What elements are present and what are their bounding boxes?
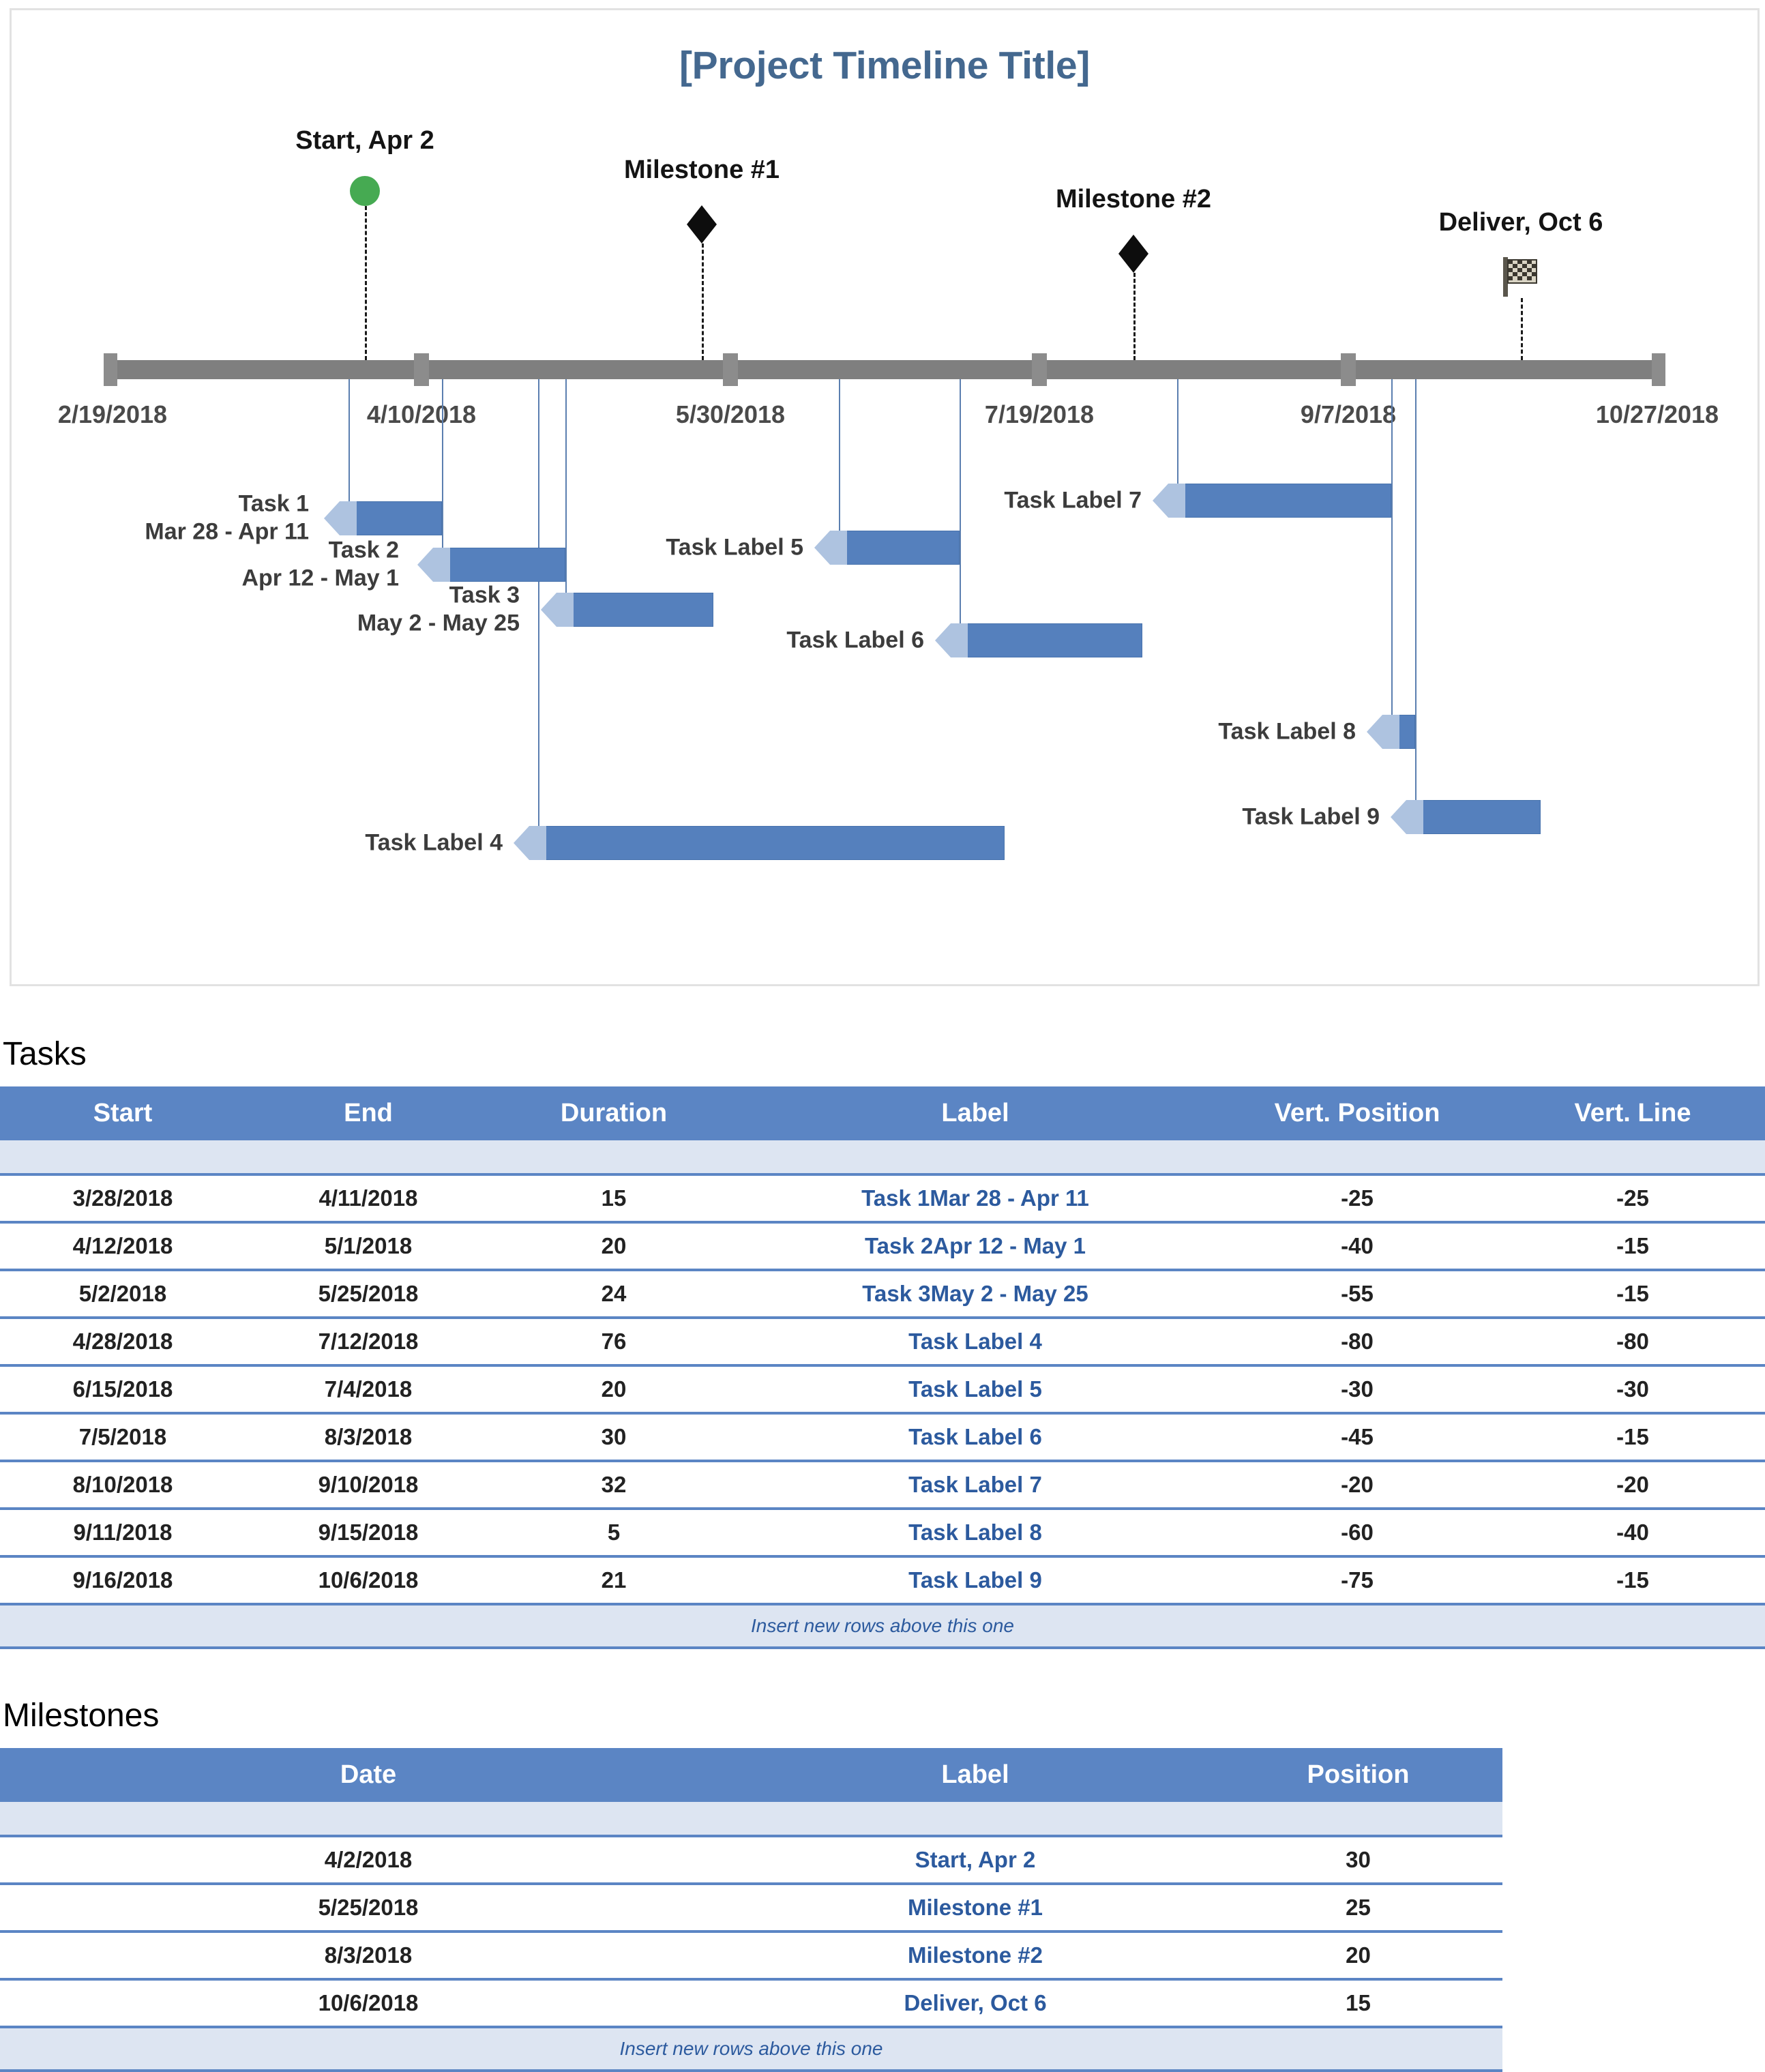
cell-vert-position[interactable]: -45 [1214, 1413, 1500, 1461]
task-bar-label-1-line1: Task 1 [238, 490, 309, 517]
task-bar-7[interactable] [1177, 484, 1391, 518]
cell-vert-position[interactable]: -80 [1214, 1318, 1500, 1365]
cell-date[interactable]: 10/6/2018 [0, 1979, 737, 2027]
cell-end[interactable]: 5/25/2018 [246, 1270, 491, 1318]
timeline-axis-bar [104, 360, 1665, 379]
tasks-col-duration[interactable]: Duration [491, 1086, 737, 1140]
table-row[interactable] [0, 1365, 1765, 1413]
axis-label-3: 7/19/2018 [984, 400, 1095, 428]
cell-end[interactable]: 9/15/2018 [246, 1509, 491, 1556]
cell-date[interactable]: 5/25/2018 [0, 1884, 737, 1932]
task-bar-tip-4 [514, 826, 546, 860]
task-bar-label-8-line1: Task Label 8 [1218, 718, 1356, 745]
milestone-diamond-icon-1 [687, 205, 717, 243]
axis-label-5: 10/27/2018 [1595, 400, 1719, 428]
task-bar-label-4 [365, 829, 503, 857]
cell-vert-line[interactable]: -80 [1500, 1318, 1765, 1365]
cell-vert-line[interactable]: -30 [1500, 1365, 1765, 1413]
milestone-label-start-apr-2: Start, Apr 2 [295, 126, 434, 155]
milestones-col-position[interactable]: Position [1214, 1748, 1502, 1802]
task-bar-tip-8 [1367, 715, 1399, 749]
task-bar-5[interactable] [839, 531, 960, 565]
connector-line-task-9 [1415, 379, 1417, 800]
connector-line-task-8 [1391, 379, 1393, 715]
milestone-stem-1 [365, 206, 367, 360]
task-bar-label-9 [1242, 803, 1380, 831]
cell-vert-position[interactable]: -20 [1214, 1461, 1500, 1509]
cell-position[interactable]: 25 [1214, 1884, 1502, 1932]
cell-vert-line[interactable]: -40 [1500, 1509, 1765, 1556]
task-bar-label-1-line2: Mar 28 - Apr 11 [145, 519, 309, 545]
milestone-label-milestone-2: Milestone #2 [1055, 185, 1212, 213]
cell-duration[interactable]: 15 [491, 1174, 737, 1222]
cell-vert-line[interactable]: -15 [1500, 1270, 1765, 1318]
milestones-table[interactable] [0, 1748, 1502, 2072]
milestone-stem-3 [1133, 273, 1136, 360]
milestones-spacer-cell [0, 1802, 1502, 1836]
axis-label-0: 2/19/2018 [57, 400, 168, 428]
cell-start[interactable]: 9/11/2018 [0, 1509, 246, 1556]
cell-end[interactable]: 5/1/2018 [246, 1222, 491, 1270]
connector-line-task-3 [565, 379, 567, 602]
page-title: [Project Timeline Title] [679, 44, 1090, 87]
milestone-label-deliver-oct-6: Deliver, Oct 6 [1438, 208, 1603, 237]
cell-duration[interactable]: 21 [491, 1556, 737, 1604]
cell-label[interactable]: Task Label 8 [737, 1509, 1214, 1556]
task-bar-3[interactable] [565, 593, 713, 627]
milestone-stem-4 [1521, 298, 1523, 360]
cell-end[interactable]: 4/11/2018 [246, 1174, 491, 1222]
cell-vert-line[interactable]: -20 [1500, 1461, 1765, 1509]
cell-duration[interactable]: 5 [491, 1509, 737, 1556]
tasks-table[interactable] [0, 1086, 1765, 1649]
tasks-col-start[interactable]: Start [0, 1086, 246, 1140]
connector-line-task-4 [538, 379, 539, 826]
axis-tick-3 [1032, 353, 1047, 386]
task-bar-label-3 [357, 582, 520, 638]
cell-start[interactable]: 8/10/2018 [0, 1461, 246, 1509]
cell-vert-line[interactable]: -15 [1500, 1413, 1765, 1461]
task-bar-label-9-line1: Task Label 9 [1242, 803, 1380, 830]
table-row[interactable] [0, 1509, 1765, 1556]
table-row[interactable] [0, 1318, 1765, 1365]
cell-vert-line[interactable]: -15 [1500, 1556, 1765, 1604]
milestones-col-label[interactable]: Label [737, 1748, 1214, 1802]
cell-duration[interactable]: 32 [491, 1461, 737, 1509]
cell-vert-position[interactable]: -75 [1214, 1556, 1500, 1604]
cell-duration[interactable]: 30 [491, 1413, 737, 1461]
milestones-table-header-row [0, 1748, 1502, 1802]
tasks-col-end[interactable]: End [246, 1086, 491, 1140]
task-bar-tip-1 [324, 501, 357, 535]
cell-label[interactable]: Task 1Mar 28 - Apr 11 [737, 1174, 1214, 1222]
cell-end[interactable]: 10/6/2018 [246, 1556, 491, 1604]
connector-line-task-1 [348, 379, 350, 511]
tasks-table-header-row [0, 1086, 1765, 1140]
cell-end[interactable]: 7/12/2018 [246, 1318, 491, 1365]
axis-tick-2 [723, 353, 738, 386]
task-bar-tip-3 [541, 593, 574, 627]
milestones-col-date[interactable]: Date [0, 1748, 737, 1802]
cell-end[interactable]: 9/10/2018 [246, 1461, 491, 1509]
milestone-circle-icon [350, 176, 380, 206]
cell-label[interactable]: Task Label 5 [737, 1365, 1214, 1413]
table-row[interactable] [0, 1884, 1502, 1932]
axis-endcap-left [104, 353, 117, 386]
cell-label[interactable]: Milestone #2 [737, 1932, 1214, 1979]
tasks-col-label[interactable]: Label [737, 1086, 1214, 1140]
tasks-spacer-cell [0, 1140, 1765, 1174]
axis-tick-1 [414, 353, 429, 386]
cell-label[interactable]: Task 3May 2 - May 25 [737, 1270, 1214, 1318]
timeline-chart-frame[interactable] [10, 8, 1760, 986]
milestone-label-milestone-1: Milestone #1 [623, 156, 780, 184]
task-bar-label-8 [1218, 717, 1356, 745]
milestones-section-heading: Milestones [3, 1698, 160, 1734]
cell-vert-position[interactable]: -40 [1214, 1222, 1500, 1270]
table-row[interactable] [0, 1932, 1502, 1979]
tasks-table-spacer-row [0, 1140, 1765, 1174]
axis-label-1: 4/10/2018 [366, 400, 477, 428]
task-bar-label-7-line1: Task Label 7 [1004, 487, 1142, 514]
cell-label[interactable]: Deliver, Oct 6 [737, 1979, 1214, 2027]
task-bar-tip-6 [935, 623, 968, 657]
table-row[interactable] [0, 1461, 1765, 1509]
cell-position[interactable]: 15 [1214, 1979, 1502, 2027]
cell-label[interactable]: Task Label 4 [737, 1318, 1214, 1365]
task-bar-label-6 [786, 626, 924, 654]
cell-start[interactable]: 9/16/2018 [0, 1556, 246, 1604]
table-row[interactable] [0, 1556, 1765, 1604]
task-bar-label-2-line1: Task 2 [328, 537, 399, 563]
task-bar-6[interactable] [960, 623, 1142, 657]
cell-position[interactable]: 30 [1214, 1836, 1502, 1884]
cell-label[interactable]: Task Label 9 [737, 1556, 1214, 1604]
tasks-table-footer-row[interactable] [0, 1604, 1765, 1648]
axis-endcap-right [1652, 353, 1665, 386]
cell-label[interactable]: Task Label 6 [737, 1413, 1214, 1461]
table-row[interactable] [0, 1413, 1765, 1461]
task-bar-label-2-line2: Apr 12 - May 1 [241, 565, 399, 591]
task-bar-label-3-line2: May 2 - May 25 [357, 610, 520, 636]
cell-vert-position[interactable]: -25 [1214, 1174, 1500, 1222]
connector-line-task-6 [960, 379, 961, 623]
cell-date[interactable]: 4/2/2018 [0, 1836, 737, 1884]
cell-vert-position[interactable]: -60 [1214, 1509, 1500, 1556]
task-bar-tip-7 [1153, 484, 1185, 518]
task-bar-label-6-line1: Task Label 6 [786, 627, 924, 653]
cell-vert-position[interactable]: -30 [1214, 1365, 1500, 1413]
cell-duration[interactable]: 24 [491, 1270, 737, 1318]
milestones-table-footer-row[interactable] [0, 2027, 1502, 2071]
axis-label-4: 9/7/2018 [1300, 400, 1397, 428]
cell-start[interactable]: 7/5/2018 [0, 1413, 246, 1461]
cell-end[interactable]: 7/4/2018 [246, 1365, 491, 1413]
cell-date[interactable]: 8/3/2018 [0, 1932, 737, 1979]
cell-vert-line[interactable]: -25 [1500, 1174, 1765, 1222]
tasks-section-heading: Tasks [3, 1036, 87, 1072]
cell-start[interactable]: 6/15/2018 [0, 1365, 246, 1413]
timeline-chart-plot [12, 10, 1757, 984]
checkered-flag-icon [1499, 256, 1543, 301]
axis-tick-4 [1341, 353, 1356, 386]
cell-end[interactable]: 8/3/2018 [246, 1413, 491, 1461]
milestones-insert-row-note[interactable]: Insert new rows above this one [0, 2027, 1502, 2071]
task-bar-1[interactable] [348, 501, 442, 535]
milestones-table-spacer-row [0, 1802, 1502, 1836]
task-bar-label-3-line1: Task 3 [449, 582, 520, 608]
cell-start[interactable]: 3/28/2018 [0, 1174, 246, 1222]
cell-label[interactable]: Task 2Apr 12 - May 1 [737, 1222, 1214, 1270]
task-bar-label-4-line1: Task Label 4 [365, 829, 503, 856]
task-bar-label-5 [666, 533, 803, 561]
task-bar-2[interactable] [442, 548, 565, 582]
cell-label[interactable]: Start, Apr 2 [737, 1836, 1214, 1884]
cell-position[interactable]: 20 [1214, 1932, 1502, 1979]
connector-line-task-7 [1177, 379, 1178, 484]
cell-duration[interactable]: 20 [491, 1365, 737, 1413]
table-row[interactable] [0, 1270, 1765, 1318]
tasks-col-vert-pos[interactable]: Vert. Position [1214, 1086, 1500, 1140]
cell-label[interactable]: Milestone #1 [737, 1884, 1214, 1932]
milestone-stem-2 [702, 243, 704, 360]
task-bar-label-7 [1004, 486, 1142, 514]
task-bar-tip-9 [1391, 800, 1423, 834]
task-bar-label-5-line1: Task Label 5 [666, 534, 803, 561]
table-row[interactable] [0, 1174, 1765, 1222]
cell-start[interactable]: 4/28/2018 [0, 1318, 246, 1365]
milestone-diamond-icon-2 [1118, 235, 1148, 273]
cell-start[interactable]: 4/12/2018 [0, 1222, 246, 1270]
task-bar-tip-2 [417, 548, 450, 582]
cell-duration[interactable]: 76 [491, 1318, 737, 1365]
cell-label[interactable]: Task Label 7 [737, 1461, 1214, 1509]
task-bar-4[interactable] [538, 826, 1005, 860]
task-bar-9[interactable] [1415, 800, 1541, 834]
cell-start[interactable]: 5/2/2018 [0, 1270, 246, 1318]
cell-vert-position[interactable]: -55 [1214, 1270, 1500, 1318]
connector-line-task-5 [839, 379, 840, 531]
axis-label-2: 5/30/2018 [675, 400, 786, 428]
cell-duration[interactable]: 20 [491, 1222, 737, 1270]
task-bar-tip-5 [814, 531, 847, 565]
tasks-col-vert-line[interactable]: Vert. Line [1500, 1086, 1765, 1140]
table-row[interactable] [0, 1222, 1765, 1270]
cell-vert-line[interactable]: -15 [1500, 1222, 1765, 1270]
tasks-insert-row-note[interactable]: Insert new rows above this one [0, 1604, 1765, 1648]
connector-line-task-2 [442, 379, 443, 557]
table-row[interactable] [0, 1979, 1502, 2027]
table-row[interactable] [0, 1836, 1502, 1884]
